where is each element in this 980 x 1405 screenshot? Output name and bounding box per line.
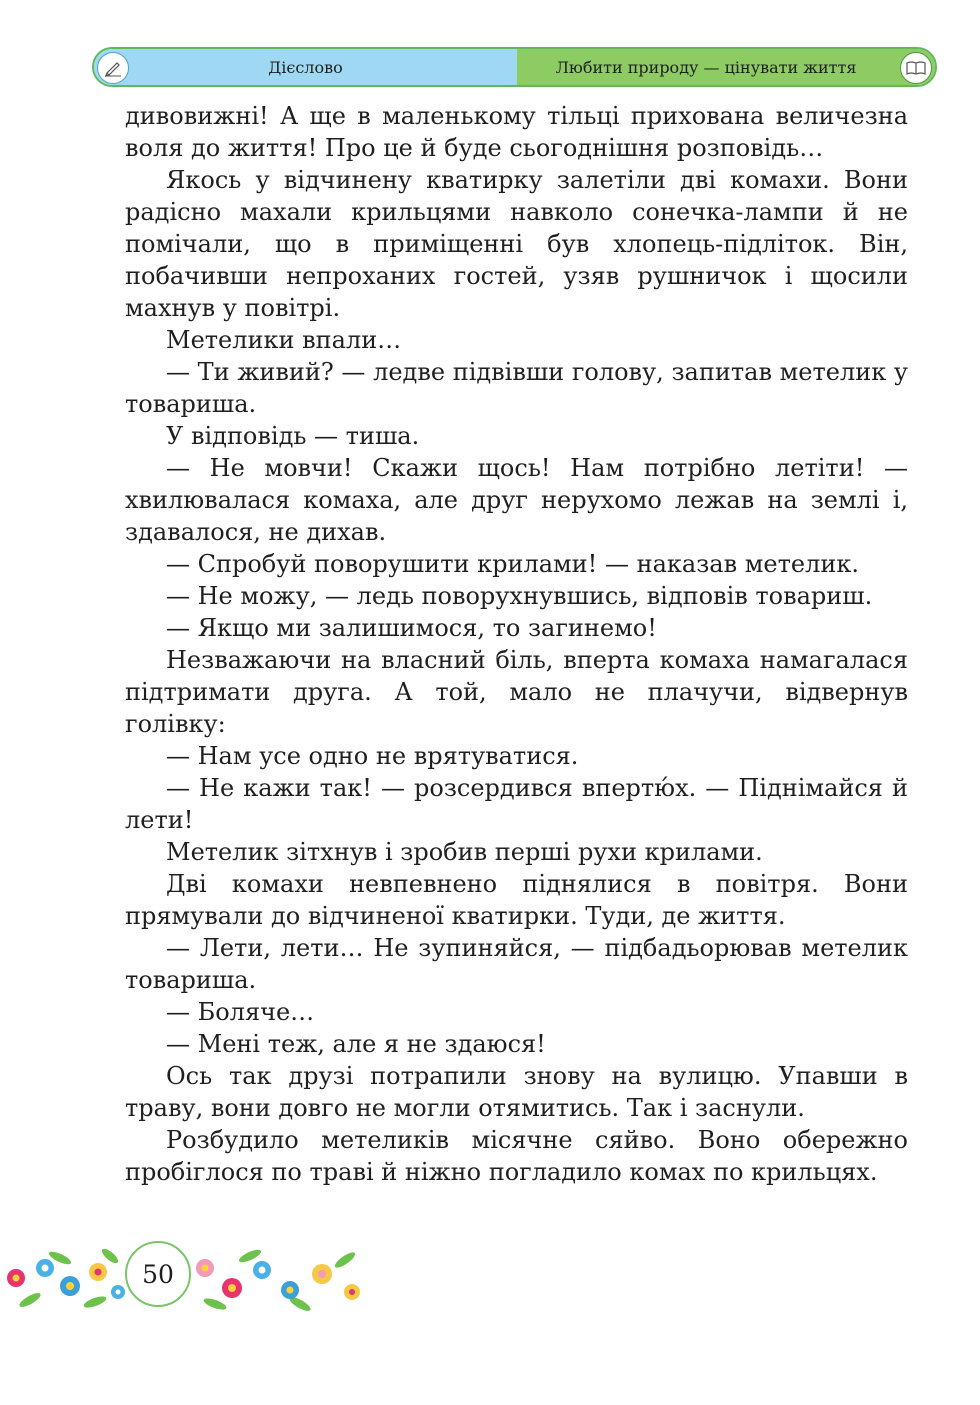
page-number: [125, 1241, 191, 1307]
paragraph: — Ти живий? — ледве підвівши голову, запитав метелик у товариша.: [125, 358, 908, 418]
paragraph: Розбудило метеликів місячне сяйво. Воно обережно пробіглося по траві й ніжно погладило комах по крильцях.: [125, 1126, 908, 1186]
book-icon: [900, 52, 932, 84]
paragraph: — Лети, лети… Не зупиняйся, — підбадьорював метелик товариша.: [125, 934, 908, 994]
paragraph: У відповідь — тиша.: [166, 422, 420, 450]
paragraph: Метелик зітхнув і зробив перші рухи крилами.: [166, 838, 763, 866]
paragraph: Метелики впали…: [166, 326, 402, 354]
pen-icon: [97, 52, 129, 84]
paragraph: — Боляче…: [166, 998, 315, 1026]
paragraph: — Не кажи так! — розсердився впертю́х. — Піднімайся й лети!: [125, 774, 908, 834]
page-header: [92, 47, 937, 87]
paragraph: — Спробуй поворушити крилами! — наказав метелик.: [166, 550, 859, 578]
paragraph: — Нам усе одно не врятуватися.: [166, 742, 579, 770]
header-topic-panel: [517, 49, 935, 85]
paragraph: — Не мовчи! Скажи щось! Нам потрібно летіти! — хвилювалася комаха, але друг нерухомо лежав на землі і, здавалося, не дихав.: [125, 454, 908, 546]
paragraph: — Не можу, — ледь поворухнувшись, відповів товариш.: [166, 582, 873, 610]
paragraph: дивовижні! А ще в маленькому тільці прихована величезна воля до життя! Про це й буде сьогоднішня розповідь…: [125, 102, 908, 162]
story-text: [125, 100, 908, 1188]
paragraph: Ось так друзі потрапили знову на вулицю. Упавши в траву, вони довго не могли отямитись. Так і заснули.: [125, 1062, 908, 1122]
page-number-text: 50: [142, 1259, 174, 1289]
paragraph: Дві комахи невпевнено піднялися в повітря. Вони прямували до відчиненої кватирки. Туди, де життя.: [125, 870, 908, 930]
paragraph: — Якщо ми залишимося, то загинемо!: [166, 614, 657, 642]
header-section-title: Дієслово: [268, 57, 343, 77]
paragraph: Якось у відчинену кватирку залетіли дві комахи. Вони радісно махали крильцями навколо сонечка-лампи й не помічали, що в приміщенні був хлопець-підліток. Він, побачивши непроханих гостей, узяв рушничок і щосили махнув у повітрі.: [125, 166, 908, 322]
paragraph: Незважаючи на власний біль, вперта комаха намагалася підтримати друга. А той, мало не плачучи, відвернув голівку:: [125, 646, 908, 738]
page-footer: [0, 1238, 380, 1318]
header-topic-title: Любити природу — цінувати життя: [555, 57, 857, 77]
header-section-panel: [94, 49, 517, 85]
paragraph: — Мені теж, але я не здаюся!: [166, 1030, 546, 1058]
